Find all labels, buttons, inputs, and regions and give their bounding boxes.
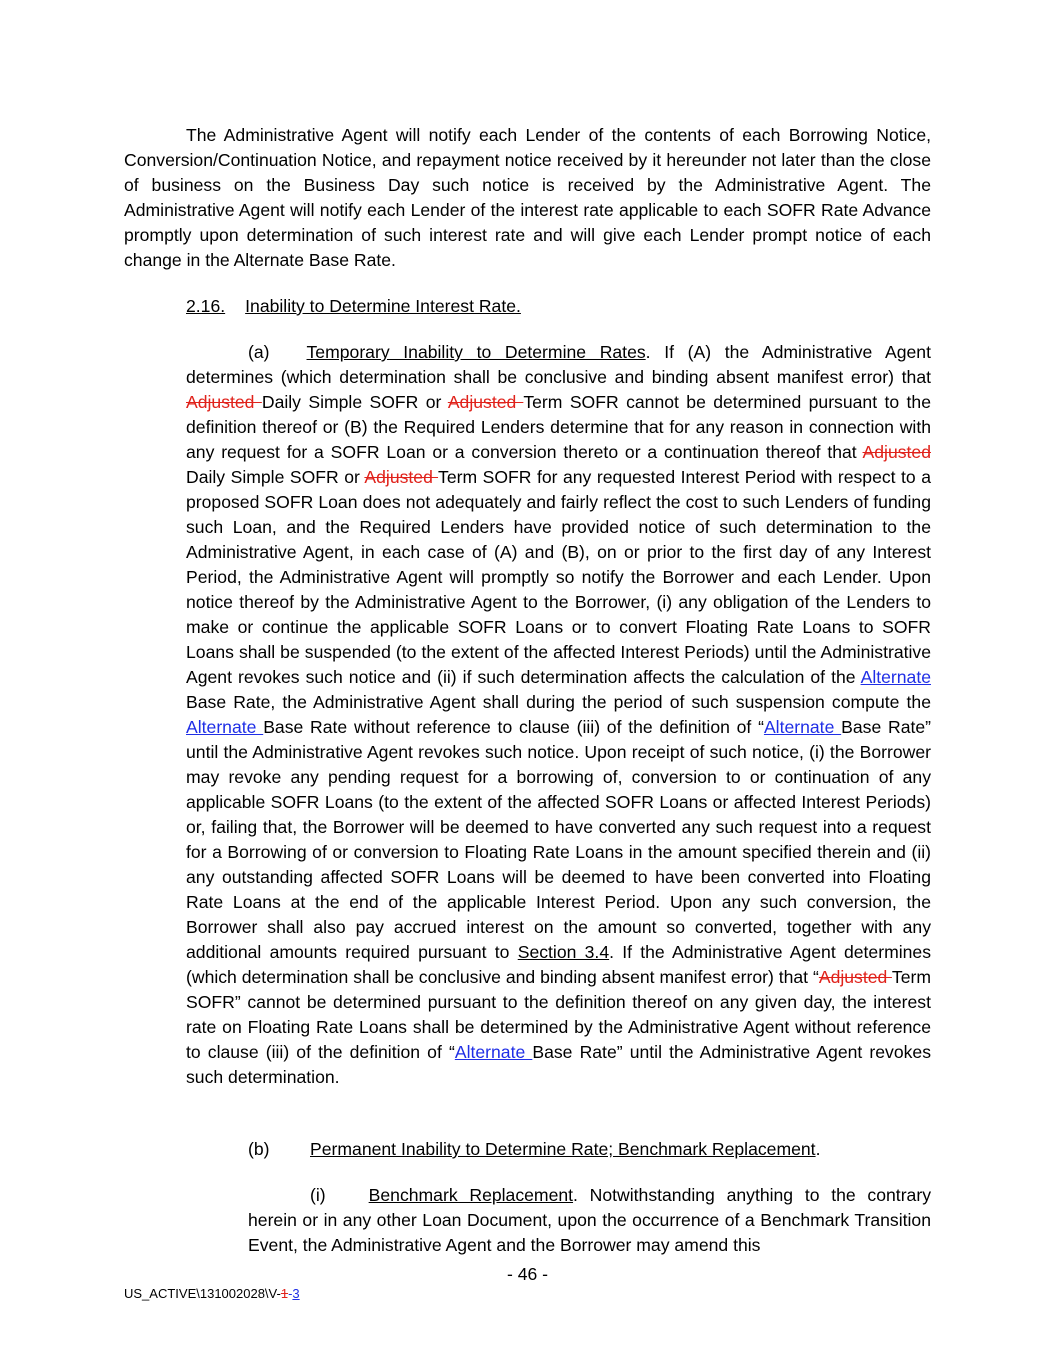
- section-2-16-heading: [186, 294, 931, 319]
- inserted-text: Alternate: [186, 717, 264, 737]
- clause-label-i: (i): [310, 1185, 326, 1205]
- page-number: - 46 -: [506, 1264, 549, 1284]
- text-run: Term SOFR” cannot be determined pursuant to the definition thereof on any given day, the interest rate on Floating Rate Loans shall be determined by the Administrative Agent without reference to clause (iii) of the definition of “: [186, 967, 932, 1062]
- inserted-text: Alternate: [454, 1042, 533, 1062]
- section-number: 2.16.: [186, 296, 226, 316]
- footer-inserted-version: 3: [292, 1286, 300, 1301]
- deleted-text: Adjusted: [862, 442, 931, 462]
- deleted-text: Adjusted: [364, 467, 439, 487]
- footer-separator: -: [288, 1286, 293, 1301]
- clause-i-heading: Benchmark Replacement: [368, 1185, 574, 1205]
- text-run: Term SOFR for any requested Interest Period with respect to a proposed SOFR Loan does not adequately and fairly reflect the cost to such Lenders of funding such Loan, and the Required Lenders have provided notice of such determination to the Administrative Agent, in each case of (A) and (B), on or prior to the first day of any Interest Period, the Administrative Agent will promptly so notify the Borrower and each Lender. Upon notice thereof by the Administrative Agent to the Borrower, (i) any obligation of the Lenders to make or continue the applicable SOFR Loans or to convert Floating Rate Loans to SOFR Loans shall be suspended (to the extent of the affected Interest Periods) until the Administrative Agent revokes such notice and (ii) if such determination affects the calculation of the: [186, 467, 931, 687]
- deleted-text: Adjusted: [818, 967, 892, 987]
- deleted-text: Adjusted: [186, 392, 262, 412]
- section-3-4-reference: Section 3.4: [517, 942, 610, 962]
- footer-deleted-version: 1: [280, 1286, 289, 1301]
- text-run: Base Rate” until the Administrative Agent revokes such notice. Upon receipt of such notice, (i) the Borrower may revoke any pending request for a borrowing of, conversion to or continuation of any applicable SOFR Loans (to the extent of the affected SOFR Loans or affected Interest Periods) or, failing that, the Borrower will be deemed to have converted any such request into a request for a Borrowing of or conversion to Floating Rate Loans in the amount specified therein and (ii) any outstanding affected SOFR Loans will be deemed to have been converted into Floating Rate Loans at the end of the applicable Interest Period. Upon any such conversion, the Borrower shall also pay accrued interest on the amount so converted, together with any additional amounts required pursuant to: [186, 717, 932, 962]
- paragraph-a-temporary-inability: [186, 340, 931, 1090]
- inserted-text: Alternate: [860, 667, 931, 687]
- clause-b-heading-line: [248, 1137, 931, 1162]
- inserted-text: Alternate: [763, 717, 842, 737]
- text-run: .: [815, 1139, 821, 1159]
- clause-label-b: (b): [248, 1139, 270, 1159]
- paragraph-i-benchmark-replacement: [248, 1183, 931, 1258]
- clause-label-a: (a): [248, 342, 270, 362]
- footer-document-id: [124, 1286, 300, 1302]
- text-run: Daily Simple SOFR or: [261, 392, 448, 412]
- text-run: Base Rate, the Administrative Agent shall during the period of such suspension compute the: [186, 692, 931, 712]
- text-run: . If (A) the Administrative Agent determines (which determination shall be conclusive and binding absent manifest error) that: [186, 342, 931, 387]
- text-run: Base Rate without reference to clause (iii) of the definition of “: [263, 717, 764, 737]
- text-run: Term SOFR cannot be determined pursuant to the definition thereof or (B) the Required Lenders determine that for any reason in connection with any request for a SOFR Loan or a conversion thereto or a continuation thereof that: [186, 392, 931, 462]
- text-run: Daily Simple SOFR or: [186, 467, 365, 487]
- section-title: Inability to Determine Interest Rate.: [245, 296, 521, 316]
- text-run: . Notwithstanding anything to the contrary herein or in any other Loan Document, upon the occurrence of a Benchmark Transition Event, the Administrative Agent and the Borrower may amend this: [248, 1185, 931, 1255]
- footer-id-text: US_ACTIVE\131002028\V-: [124, 1286, 281, 1301]
- text-run: Base Rate” until the Administrative Agent revokes such determination.: [186, 1042, 931, 1087]
- paragraph-notice-of-rates: The Administrative Agent will notify each Lender of the contents of each Borrowing Notice, Conversion/Continuation Notice, and repayment notice received by it hereunder not later than the close of business on the Business Day such notice is received by the Administrative Agent. The Administrative Agent will notify each Lender of the interest rate applicable to each SOFR Rate Advance promptly upon determination of such interest rate and will give each Lender prompt notice of each change in the Alternate Base Rate.: [124, 125, 931, 270]
- text-run: . If the Administrative Agent determines (which determination shall be conclusive and binding absent manifest error) that “: [186, 942, 932, 987]
- clause-a-heading: Temporary Inability to Determine Rates: [306, 342, 646, 362]
- clause-b-heading: Permanent Inability to Determine Rate; Benchmark Replacement: [310, 1139, 816, 1159]
- deleted-text: Adjusted: [447, 392, 524, 412]
